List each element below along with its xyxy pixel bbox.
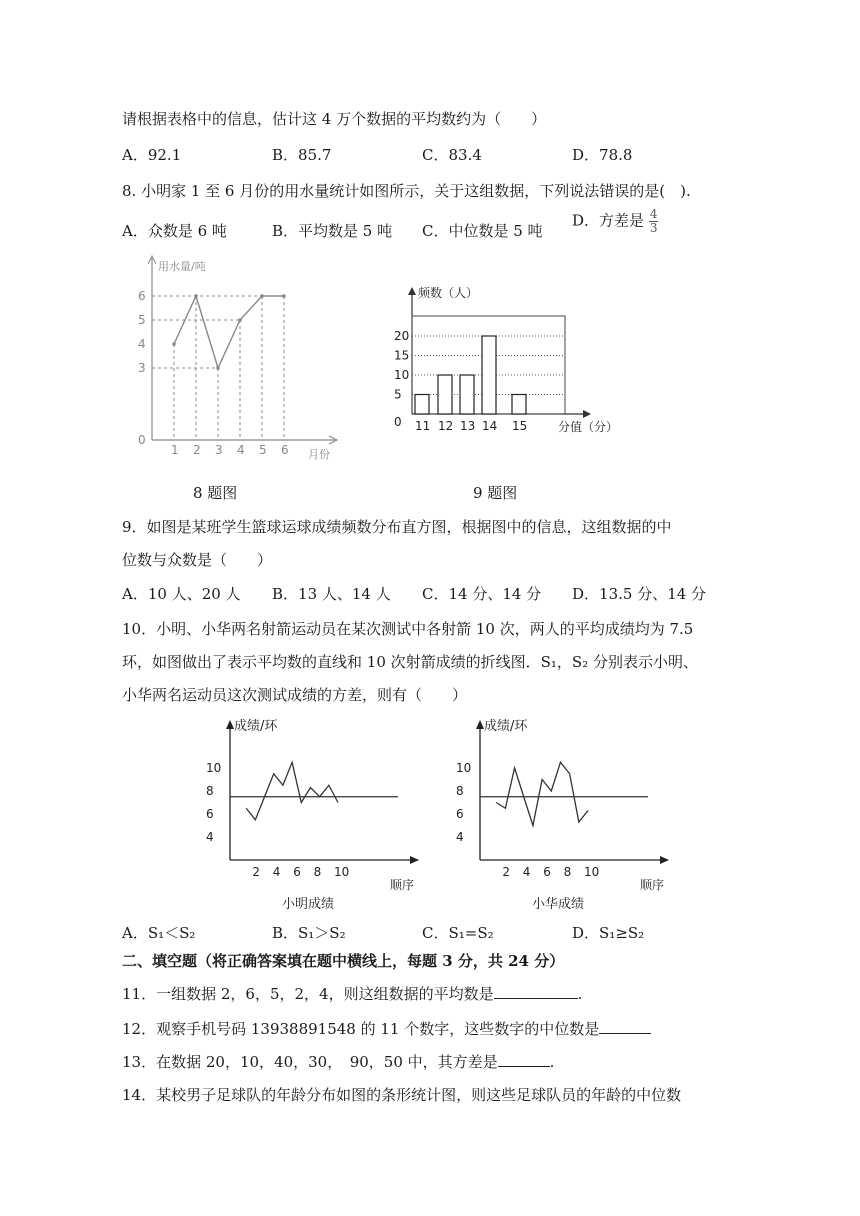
x-tick-label: 6 (281, 443, 289, 457)
y-tick-label: 6 (138, 289, 146, 303)
q7-option-a: A．92.1 (122, 146, 182, 164)
y-tick-label: 10 (394, 368, 410, 382)
x-tick-label: 4 (237, 443, 245, 457)
q8-option-c: C．中位数是 5 吨 (422, 222, 543, 240)
x-tick-label: 12 (438, 419, 454, 433)
y-tick-label: 20 (394, 329, 410, 343)
q11-blank (494, 984, 578, 999)
x-axis-arrow (583, 410, 591, 418)
x-tick-label: 2 (252, 865, 261, 879)
x-tick-label: 2 (193, 443, 201, 457)
q8-option-a: A．众数是 6 吨 (122, 222, 227, 240)
q8-option-d (572, 208, 658, 235)
fig8-caption: 8 题图 (193, 484, 238, 502)
series-line (174, 296, 284, 368)
data-point (216, 366, 220, 370)
y-tick-label: 0 (394, 415, 402, 429)
q10-stem-line1: 10．小明、小华两名射箭运动员在某次测试中各射箭 10 次，两人的平均成绩均为 7.5 (122, 620, 694, 638)
data-point (282, 294, 286, 298)
y-axis-label: 用水量/吨 (158, 260, 206, 273)
data-point (238, 318, 242, 322)
q8-option-d-label: D．方差是 (572, 211, 645, 230)
x-axis-label: 分值（分） (558, 420, 619, 434)
y-tick-label: 15 (394, 348, 410, 363)
q12 (122, 1018, 651, 1039)
q9-option-a: A．10 人、20 人 (122, 585, 241, 603)
y-tick-label: 3 (138, 361, 146, 375)
x-tick-label: 5 (259, 443, 267, 457)
y-tick-label: 6 (206, 807, 214, 821)
section2-title: 二、填空题（将正确答案填在题中横线上，每题 3 分，共 24 分） (122, 952, 565, 970)
q10-option-c: C．S₁=S₂ (422, 924, 494, 942)
x-axis-label: 顺序 (640, 878, 665, 892)
q9-option-c: C．14 分、14 分 (422, 585, 542, 603)
q10-option-a: A．S₁＜S₂ (122, 924, 196, 942)
y-axis-label: 成绩/环 (234, 719, 278, 734)
y-axis-arrow (476, 720, 484, 729)
y-axis-arrow (226, 720, 234, 729)
fig9-caption: 9 题图 (473, 484, 518, 502)
q10-option-b: B．S₁＞S₂ (272, 924, 346, 942)
x-tick-label: 14 (482, 419, 498, 433)
x-tick-label: 10 (584, 865, 600, 879)
y-axis-label: 成绩/环 (484, 719, 528, 734)
y-tick-label: 5 (394, 387, 402, 402)
fig9-bar-chart (390, 280, 630, 440)
y-tick-label: 5 (138, 313, 146, 327)
q12-text: 12．观察手机号码 13938891548 的 11 个数字，这些数字的中位数是 (122, 1020, 600, 1038)
y-axis-arrow (408, 287, 416, 295)
chart-caption: 小明成绩 (282, 897, 335, 912)
x-tick-label: 13 (460, 419, 476, 433)
q11-text: 11．一组数据 2，6，5，2，4，则这组数据的平均数是 (122, 985, 494, 1003)
bar (482, 336, 496, 414)
fig8-line-chart (120, 250, 360, 470)
y-tick-label: 4 (206, 830, 214, 844)
x-tick-label: 11 (415, 419, 431, 433)
y-tick-label: 8 (456, 784, 464, 798)
x-axis-arrow (410, 856, 419, 864)
bar (415, 395, 429, 415)
y-tick-label: 6 (456, 807, 464, 821)
q13-text: 13．在数据 20，10，40，30， 90，50 中，其方差是 (122, 1053, 498, 1071)
x-axis-arrow (660, 856, 669, 864)
fig10-xiaohua-chart (456, 712, 690, 912)
q13-blank (498, 1052, 550, 1067)
x-tick-label: 4 (522, 865, 531, 879)
bar (438, 375, 452, 414)
x-tick-label: 6 (293, 865, 301, 879)
y-axis-label: 频数（人） (418, 286, 479, 300)
q10-option-d: D．S₁≥S₂ (572, 924, 645, 942)
bar (512, 395, 526, 415)
fraction (649, 208, 659, 235)
data-point (260, 294, 264, 298)
q11 (122, 983, 582, 1004)
y-tick-label: 10 (206, 761, 222, 775)
y-tick-label: 10 (456, 761, 472, 775)
y-tick-label: 4 (456, 830, 464, 844)
x-tick-label: 1 (171, 443, 179, 457)
y-tick-label: 0 (138, 433, 146, 447)
x-tick-label: 8 (313, 865, 322, 879)
x-axis-label: 月份 (308, 448, 330, 461)
x-axis-label: 顺序 (390, 878, 415, 892)
data-point (172, 342, 176, 346)
y-tick-label: 4 (138, 337, 146, 351)
chart-caption: 小华成绩 (532, 897, 585, 912)
q9-stem-line1: 9．如图是某班学生篮球运球成绩频数分布直方图，根据图中的信息，这组数据的中 (122, 518, 672, 536)
q11-end: . (577, 985, 583, 1003)
q12-blank (599, 1019, 651, 1034)
data-point (194, 294, 198, 298)
q7-stem: 请根据表格中的信息，估计这 4 万个数据的平均数约为（ ） (122, 110, 547, 128)
series-line (496, 762, 588, 825)
x-tick-label: 15 (512, 419, 528, 433)
q13 (122, 1051, 554, 1072)
x-tick-label: 2 (502, 865, 511, 879)
x-tick-label: 3 (215, 443, 223, 457)
q7-option-b: B．85.7 (272, 146, 332, 164)
q13-end: . (549, 1053, 555, 1071)
q8-option-b: B．平均数是 5 吨 (272, 222, 393, 240)
q9-option-d: D．13.5 分、14 分 (572, 585, 707, 603)
q10-stem-line2: 环，如图做出了表示平均数的直线和 10 次射箭成绩的折线图．S₁，S₂ 分别表示小明、 (122, 653, 698, 671)
x-tick-label: 4 (272, 865, 281, 879)
q9-option-b: B．13 人、14 人 (272, 585, 391, 603)
q8-stem: 8. 小明家 1 至 6 月份的用水量统计如图所示，关于这组数据，下列说法错误的是( ). (122, 182, 691, 200)
q9-stem-line2: 位数与众数是（ ） (122, 551, 273, 569)
q7-option-c: C．83.4 (422, 146, 482, 164)
series-line (246, 762, 338, 820)
x-tick-label: 10 (334, 865, 350, 879)
y-tick-label: 8 (206, 784, 214, 798)
bar (460, 375, 474, 414)
fig10-xiaoming-chart (206, 712, 440, 912)
fraction-denominator: 3 (649, 221, 658, 235)
x-tick-label: 8 (563, 865, 572, 879)
x-tick-label: 6 (543, 865, 551, 879)
q14-stem: 14．某校男子足球队的年龄分布如图的条形统计图，则这些足球队员的年龄的中位数 (122, 1086, 682, 1104)
fraction-numerator: 4 (649, 207, 658, 221)
q10-stem-line3: 小华两名运动员这次测试成绩的方差，则有（ ） (122, 686, 468, 704)
q7-option-d: D．78.8 (572, 146, 633, 164)
